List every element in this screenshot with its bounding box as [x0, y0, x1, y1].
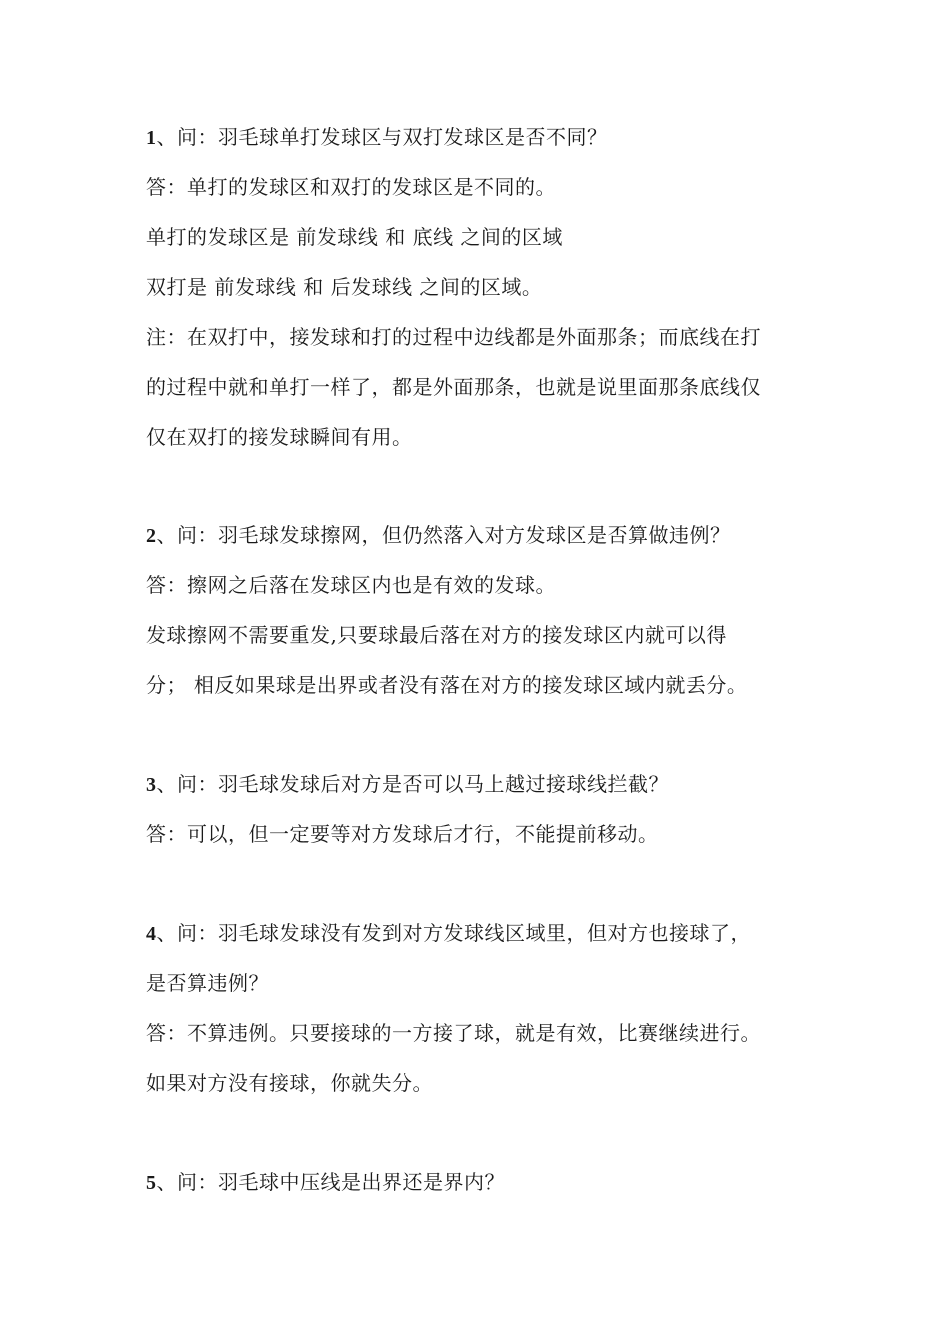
question-number: 5 [146, 1172, 157, 1194]
question-text: 、问：羽毛球发球后对方是否可以马上越过接球线拦截？ [156, 772, 669, 796]
answer-line: 答：不算违例。只要接球的一方接了球，就是有效，比赛继续进行。 [146, 1021, 761, 1045]
question-number: 2 [146, 525, 157, 547]
answer-line: 注：在双打中，接发球和打的过程中边线都是外面那条；而底线在打 [146, 325, 761, 349]
question-1 [146, 124, 608, 151]
question-3 [146, 771, 669, 798]
answer-line: 如果对方没有接球，你就失分。 [146, 1071, 433, 1095]
answer-line: 答：可以，但一定要等对方发球后才行，不能提前移动。 [146, 822, 659, 846]
question-text: 、问：羽毛球发球没有发到对方发球线区域里，但对方也接球了， [156, 921, 751, 945]
question-text: 、问：羽毛球发球擦网，但仍然落入对方发球区是否算做违例？ [156, 523, 731, 547]
question-2 [146, 522, 731, 549]
question-5 [146, 1169, 505, 1196]
question-text: 、问：羽毛球中压线是出界还是界内？ [156, 1170, 505, 1194]
answer-line: 发球擦网不需要重发,只要球最后落在对方的接发球区内就可以得 [146, 623, 727, 647]
question-4-continued: 是否算违例？ [146, 971, 269, 995]
question-number: 3 [146, 774, 157, 796]
answer-line: 的过程中就和单打一样了，都是外面那条，也就是说里面那条底线仅 [146, 375, 761, 399]
answer-line: 双打是 前发球线 和 后发球线 之间的区域。 [146, 275, 543, 299]
answer-line: 分； 相反如果球是出界或者没有落在对方的接发球区域内就丢分。 [146, 673, 748, 697]
answer-line: 仅在双打的接发球瞬间有用。 [146, 425, 413, 449]
answer-line: 答：擦网之后落在发球区内也是有效的发球。 [146, 573, 556, 597]
answer-line: 答：单打的发球区和双打的发球区是不同的。 [146, 175, 556, 199]
question-number: 4 [146, 923, 157, 945]
question-text: 、问：羽毛球单打发球区与双打发球区是否不同？ [156, 125, 608, 149]
answer-line: 单打的发球区是 前发球线 和 底线 之间的区域 [146, 225, 563, 249]
question-number: 1 [146, 127, 157, 149]
question-4 [146, 920, 751, 947]
